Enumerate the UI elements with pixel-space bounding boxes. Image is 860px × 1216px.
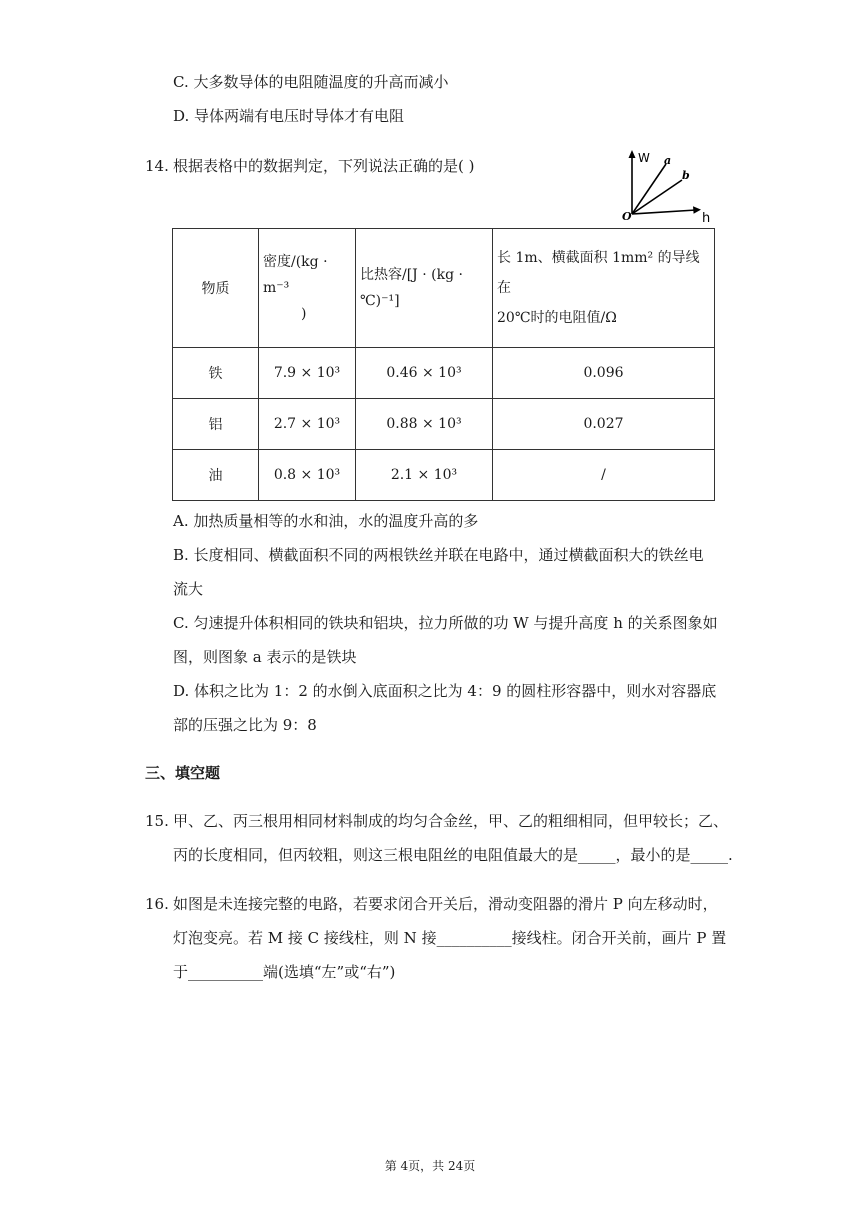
cell-density: 0.8 × 10³ bbox=[259, 450, 356, 501]
work-height-graph bbox=[618, 148, 718, 228]
header-density: 密度/(kg · m⁻³ ) bbox=[259, 229, 356, 348]
section-heading: 三、填空题 bbox=[145, 764, 221, 782]
table-row bbox=[173, 450, 715, 501]
q14-option-b-line1: B. 长度相同、横截面积不同的两根铁丝并联在电路中，通过横截面积大的铁丝电 bbox=[173, 546, 704, 564]
graph-y-label: W bbox=[638, 151, 650, 165]
question-15-line2: 丙的长度相同，但丙较粗，则这三根电阻丝的电阻值最大的是_____，最小的是_____. bbox=[173, 846, 733, 864]
question-15-number: 15. bbox=[145, 812, 169, 830]
graph-line-b-label: b bbox=[682, 169, 690, 182]
material-properties-table bbox=[172, 228, 715, 501]
prev-option-c: C. 大多数导体的电阻随温度的升高而减小 bbox=[173, 73, 449, 91]
cell-specific-heat: 0.46 × 10³ bbox=[356, 348, 493, 399]
prev-option-d: D. 导体两端有电压时导体才有电阻 bbox=[173, 107, 405, 125]
q14-option-b-line2: 流大 bbox=[173, 580, 204, 598]
q14-option-d-line1: D. 体积之比为 1：2 的水倒入底面积之比为 4：9 的圆柱形容器中，则水对容器底 bbox=[173, 682, 717, 700]
cell-substance: 铝 bbox=[173, 399, 259, 450]
cell-density: 2.7 × 10³ bbox=[259, 399, 356, 450]
q14-option-c-line2: 图，则图象 a 表示的是铁块 bbox=[173, 648, 357, 666]
graph-x-label: h bbox=[702, 211, 711, 226]
question-16-line1: 如图是未连接完整的电路，若要求闭合开关后，滑动变阻器的滑片 P 向左移动时， bbox=[173, 895, 718, 913]
question-16-line3: 于__________端(选填“左”或“右”) bbox=[173, 963, 396, 981]
table-row bbox=[173, 348, 715, 399]
cell-specific-heat: 0.88 × 10³ bbox=[356, 399, 493, 450]
header-specific-heat: 比热容/[J · (kg · ℃)⁻¹] bbox=[356, 229, 493, 348]
question-14-number: 14. bbox=[145, 157, 169, 175]
graph-line-a-label: a bbox=[664, 154, 672, 167]
table-row bbox=[173, 399, 715, 450]
cell-resistance: 0.027 bbox=[493, 399, 715, 450]
cell-density: 7.9 × 10³ bbox=[259, 348, 356, 399]
cell-resistance: / bbox=[493, 450, 715, 501]
graph-origin-label: O bbox=[622, 210, 632, 223]
cell-substance: 铁 bbox=[173, 348, 259, 399]
cell-resistance: 0.096 bbox=[493, 348, 715, 399]
header-substance: 物质 bbox=[173, 229, 259, 348]
question-16-number: 16. bbox=[145, 895, 169, 913]
question-14-stem: 根据表格中的数据判定，下列说法正确的是( ) bbox=[173, 157, 475, 175]
q14-option-a: A. 加热质量相等的水和油，水的温度升高的多 bbox=[173, 512, 479, 530]
question-15-line1: 甲、乙、丙三根用相同材料制成的均匀合金丝，甲、乙的粗细相同，但甲较长；乙、 bbox=[173, 812, 729, 830]
q14-option-d-line2: 部的压强之比为 9：8 bbox=[173, 716, 317, 734]
question-16-line2: 灯泡变亮。若 M 接 C 接线柱，则 N 接__________接线柱。闭合开关前，画片 P 置 bbox=[173, 929, 727, 947]
header-resistance: 长 1m、横截面积 1mm² 的导线在 20℃时的电阻值/Ω bbox=[493, 229, 715, 348]
cell-specific-heat: 2.1 × 10³ bbox=[356, 450, 493, 501]
q14-option-c-line1: C. 匀速提升体积相同的铁块和铝块，拉力所做的功 W 与提升高度 h 的关系图象如 bbox=[173, 614, 718, 632]
cell-substance: 油 bbox=[173, 450, 259, 501]
page-footer: 第 4页，共 24页 bbox=[384, 1159, 476, 1173]
